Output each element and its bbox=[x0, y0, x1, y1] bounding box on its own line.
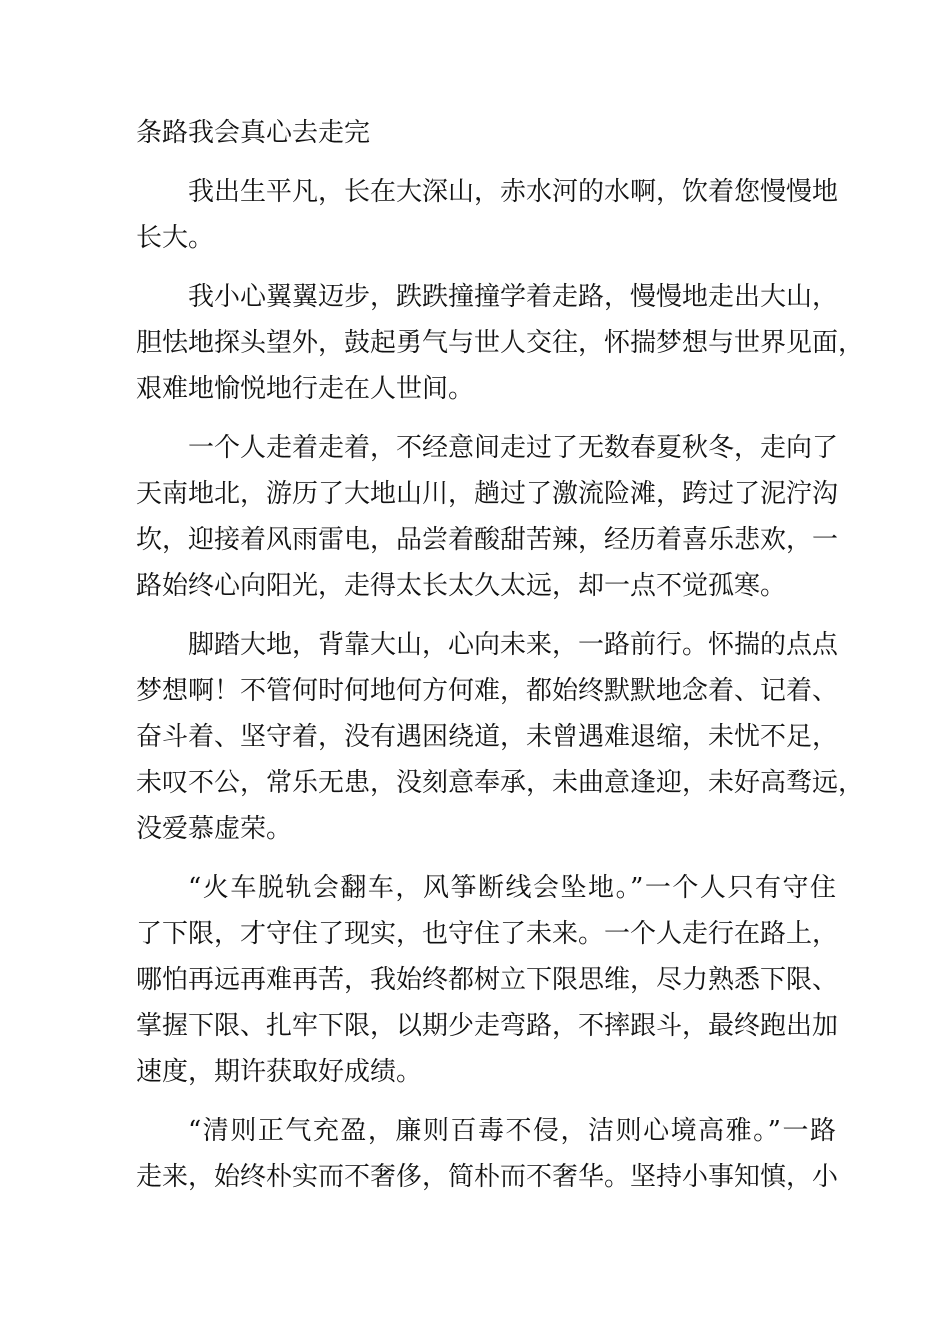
paragraph bbox=[136, 425, 839, 609]
text-line: 路始终心向阳光，走得太长太久太远，却一点不觉孤寒。 bbox=[136, 571, 787, 601]
text-line: 艰难地愉悦地行走在人世间。 bbox=[136, 374, 475, 404]
text-line: 胆怯地探头望外，鼓起勇气与世人交往，怀揣梦想与世界见面， bbox=[136, 328, 865, 358]
text-line: “火车脱轨会翻车，风筝断线会坠地。”一个人只有守住 bbox=[188, 873, 836, 903]
text-line: 坎，迎接着风雨雷电，品尝着酸甜苦辣，经历着喜乐悲欢，一 bbox=[136, 525, 839, 555]
text-line: 奋斗着、坚守着，没有遇困绕道，未曾遇难退缩，未忧不足， bbox=[136, 722, 839, 752]
text-line: “清则正气充盈，廉则百毒不侵，洁则心境高雅。”一路 bbox=[188, 1116, 836, 1146]
text-line: 长大。 bbox=[136, 223, 215, 253]
body-text bbox=[136, 110, 865, 1200]
paragraph bbox=[136, 169, 839, 261]
text-line: 梦想啊！不管何时何地何方何难，都始终默默地念着、记着、 bbox=[136, 676, 839, 706]
text-line: 走来，始终朴实而不奢侈，简朴而不奢华。坚持小事知慎，小 bbox=[136, 1162, 839, 1192]
text-line: 没爱慕虚荣。 bbox=[136, 814, 293, 844]
text-line: 一个人走着走着，不经意间走过了无数春夏秋冬，走向了 bbox=[188, 433, 839, 463]
paragraph bbox=[136, 110, 836, 156]
text-line: 了下限，才守住了现实，也守住了未来。一个人走行在路上， bbox=[136, 919, 839, 949]
text-line: 我小心翼翼迈步，跌跌撞撞学着走路，慢慢地走出大山， bbox=[188, 282, 839, 312]
paragraph bbox=[136, 865, 839, 1095]
text-line: 我出生平凡，长在大深山，赤水河的水啊，饮着您慢慢地 bbox=[188, 177, 839, 207]
paragraph bbox=[136, 274, 865, 412]
text-line: 哪怕再远再难再苦，我始终都树立下限思维，尽力熟悉下限、 bbox=[136, 965, 839, 995]
text-line: 天南地北，游历了大地山川，趟过了激流险滩，跨过了泥泞沟 bbox=[136, 479, 839, 509]
text-line: 未叹不公，常乐无患，没刻意奉承，未曲意逢迎，未好高骛远， bbox=[136, 768, 865, 798]
text-line: 脚踏大地，背靠大山，心向未来，一路前行。怀揣的点点 bbox=[188, 630, 839, 660]
text-line: 掌握下限、扎牢下限，以期少走弯路，不摔跟斗，最终跑出加 bbox=[136, 1011, 839, 1041]
text-line: 速度，期许获取好成绩。 bbox=[136, 1057, 423, 1087]
paragraph bbox=[136, 1108, 839, 1200]
text-line: 条路我会真心去走完 bbox=[136, 118, 371, 148]
paragraph bbox=[136, 622, 865, 852]
